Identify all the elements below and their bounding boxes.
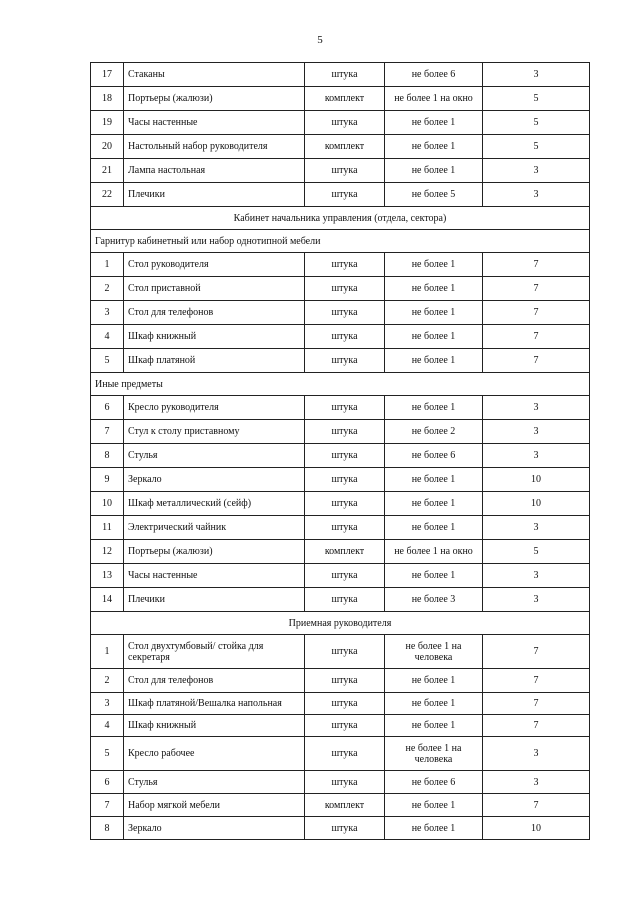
row-number-cell: 8 [91,817,124,840]
page-number: 5 [317,34,323,46]
table-row [91,420,590,444]
item-name-cell: Стол двухтумбовый/ стойка для секретаря [124,635,305,669]
table-row [91,349,590,373]
row-number-cell: 3 [91,693,124,715]
service-term-cell: 5 [483,87,590,111]
item-name-cell: Шкаф книжный [124,715,305,737]
row-number-cell: 1 [91,253,124,277]
table-row [91,87,590,111]
quantity-norm-cell: не более 1 [385,817,483,840]
unit-cell: штука [305,63,385,87]
item-name-cell: Стол для телефонов [124,301,305,325]
table-row [91,794,590,817]
service-term-cell: 3 [483,737,590,771]
quantity-norm-cell: не более 1 [385,468,483,492]
table-row [91,492,590,516]
quantity-norm-cell: не более 1 [385,564,483,588]
quantity-norm-cell: не более 1 [385,111,483,135]
subsection-title: Иные предметы [91,373,590,396]
item-name-cell: Кресло рабочее [124,737,305,771]
unit-cell: штука [305,737,385,771]
service-term-cell: 3 [483,588,590,612]
unit-cell: комплект [305,87,385,111]
table-row [91,635,590,669]
service-term-cell: 10 [483,492,590,516]
quantity-norm-cell: не более 1 [385,492,483,516]
table-row [91,111,590,135]
section-header-row [91,612,590,635]
table-row [91,301,590,325]
table-row [91,444,590,468]
quantity-norm-cell: не более 1 на окно [385,540,483,564]
unit-cell: штука [305,669,385,693]
service-term-cell: 7 [483,635,590,669]
quantity-norm-cell: не более 6 [385,444,483,468]
quantity-norm-cell: не более 1 [385,159,483,183]
item-name-cell: Стол для телефонов [124,669,305,693]
service-term-cell: 5 [483,111,590,135]
quantity-norm-cell: не более 1 [385,277,483,301]
table-body [91,63,590,840]
section-header-row [91,207,590,230]
row-number-cell: 9 [91,468,124,492]
service-term-cell: 3 [483,63,590,87]
row-number-cell: 17 [91,63,124,87]
item-name-cell: Стул к столу приставному [124,420,305,444]
service-term-cell: 7 [483,715,590,737]
unit-cell: штука [305,817,385,840]
unit-cell: штука [305,588,385,612]
item-name-cell: Плечики [124,588,305,612]
table-row [91,693,590,715]
row-number-cell: 5 [91,349,124,373]
row-number-cell: 20 [91,135,124,159]
quantity-norm-cell: не более 1 [385,516,483,540]
unit-cell: штука [305,468,385,492]
table-row [91,159,590,183]
subsection-header-row [91,230,590,253]
table-row [91,715,590,737]
quantity-norm-cell: не более 3 [385,588,483,612]
row-number-cell: 6 [91,396,124,420]
section-title: Приемная руководителя [91,612,590,635]
unit-cell: штука [305,492,385,516]
row-number-cell: 13 [91,564,124,588]
table-row [91,737,590,771]
table-row [91,183,590,207]
table-row [91,135,590,159]
quantity-norm-cell: не более 5 [385,183,483,207]
item-name-cell: Зеркало [124,468,305,492]
quantity-norm-cell: не более 1 [385,794,483,817]
unit-cell: штука [305,635,385,669]
quantity-norm-cell: не более 1 на человека [385,737,483,771]
row-number-cell: 1 [91,635,124,669]
item-name-cell: Стулья [124,444,305,468]
table-row [91,396,590,420]
row-number-cell: 7 [91,794,124,817]
table-row [91,588,590,612]
unit-cell: штука [305,516,385,540]
item-name-cell: Портьеры (жалюзи) [124,540,305,564]
unit-cell: штука [305,349,385,373]
row-number-cell: 10 [91,492,124,516]
section-title: Кабинет начальника управления (отдела, сектора) [91,207,590,230]
service-term-cell: 3 [483,444,590,468]
row-number-cell: 14 [91,588,124,612]
service-term-cell: 5 [483,135,590,159]
quantity-norm-cell: не более 1 [385,669,483,693]
unit-cell: штука [305,693,385,715]
quantity-norm-cell: не более 6 [385,771,483,794]
item-name-cell: Шкаф платяной [124,349,305,373]
row-number-cell: 11 [91,516,124,540]
unit-cell: комплект [305,794,385,817]
quantity-norm-cell: не более 1 на окно [385,87,483,111]
furniture-norms-table [90,62,590,840]
unit-cell: штука [305,444,385,468]
table-row [91,468,590,492]
unit-cell: штука [305,301,385,325]
service-term-cell: 3 [483,771,590,794]
item-name-cell: Электрический чайник [124,516,305,540]
unit-cell: штука [305,325,385,349]
table-row [91,253,590,277]
service-term-cell: 5 [483,540,590,564]
row-number-cell: 5 [91,737,124,771]
unit-cell: комплект [305,540,385,564]
item-name-cell: Стаканы [124,63,305,87]
service-term-cell: 3 [483,516,590,540]
unit-cell: штука [305,771,385,794]
item-name-cell: Стол руководителя [124,253,305,277]
item-name-cell: Часы настенные [124,564,305,588]
service-term-cell: 7 [483,349,590,373]
item-name-cell: Настольный набор руководителя [124,135,305,159]
quantity-norm-cell: не более 1 [385,253,483,277]
quantity-norm-cell: не более 1 [385,396,483,420]
service-term-cell: 10 [483,817,590,840]
row-number-cell: 2 [91,669,124,693]
row-number-cell: 4 [91,325,124,349]
quantity-norm-cell: не более 6 [385,63,483,87]
unit-cell: штука [305,159,385,183]
item-name-cell: Шкаф металлический (сейф) [124,492,305,516]
row-number-cell: 22 [91,183,124,207]
table-row [91,817,590,840]
row-number-cell: 21 [91,159,124,183]
service-term-cell: 7 [483,693,590,715]
table-row [91,771,590,794]
service-term-cell: 7 [483,325,590,349]
service-term-cell: 3 [483,564,590,588]
service-term-cell: 7 [483,301,590,325]
subsection-header-row [91,373,590,396]
service-term-cell: 3 [483,183,590,207]
item-name-cell: Часы настенные [124,111,305,135]
quantity-norm-cell: не более 2 [385,420,483,444]
row-number-cell: 7 [91,420,124,444]
table-row [91,277,590,301]
item-name-cell: Лампа настольная [124,159,305,183]
item-name-cell: Шкаф платяной/Вешалка напольная [124,693,305,715]
unit-cell: штука [305,396,385,420]
table-row [91,540,590,564]
row-number-cell: 18 [91,87,124,111]
unit-cell: штука [305,277,385,301]
quantity-norm-cell: не более 1 [385,349,483,373]
item-name-cell: Зеркало [124,817,305,840]
unit-cell: штука [305,420,385,444]
item-name-cell: Шкаф книжный [124,325,305,349]
service-term-cell: 3 [483,420,590,444]
table-row [91,325,590,349]
unit-cell: штука [305,111,385,135]
row-number-cell: 8 [91,444,124,468]
service-term-cell: 3 [483,159,590,183]
unit-cell: комплект [305,135,385,159]
service-term-cell: 7 [483,253,590,277]
quantity-norm-cell: не более 1 [385,135,483,159]
quantity-norm-cell: не более 1 [385,693,483,715]
item-name-cell: Набор мягкой мебели [124,794,305,817]
row-number-cell: 12 [91,540,124,564]
service-term-cell: 7 [483,794,590,817]
row-number-cell: 3 [91,301,124,325]
quantity-norm-cell: не более 1 [385,325,483,349]
service-term-cell: 3 [483,396,590,420]
service-term-cell: 7 [483,669,590,693]
service-term-cell: 7 [483,277,590,301]
quantity-norm-cell: не более 1 [385,301,483,325]
unit-cell: штука [305,253,385,277]
item-name-cell: Стулья [124,771,305,794]
item-name-cell: Кресло руководителя [124,396,305,420]
item-name-cell: Стол приставной [124,277,305,301]
row-number-cell: 6 [91,771,124,794]
row-number-cell: 4 [91,715,124,737]
table-row [91,669,590,693]
quantity-norm-cell: не более 1 [385,715,483,737]
quantity-norm-cell: не более 1 на человека [385,635,483,669]
item-name-cell: Плечики [124,183,305,207]
item-name-cell: Портьеры (жалюзи) [124,87,305,111]
row-number-cell: 2 [91,277,124,301]
table-row [91,564,590,588]
unit-cell: штука [305,715,385,737]
service-term-cell: 10 [483,468,590,492]
subsection-title: Гарнитур кабинетный или набор однотипной мебели [91,230,590,253]
unit-cell: штука [305,564,385,588]
unit-cell: штука [305,183,385,207]
row-number-cell: 19 [91,111,124,135]
table-row [91,516,590,540]
table-row [91,63,590,87]
